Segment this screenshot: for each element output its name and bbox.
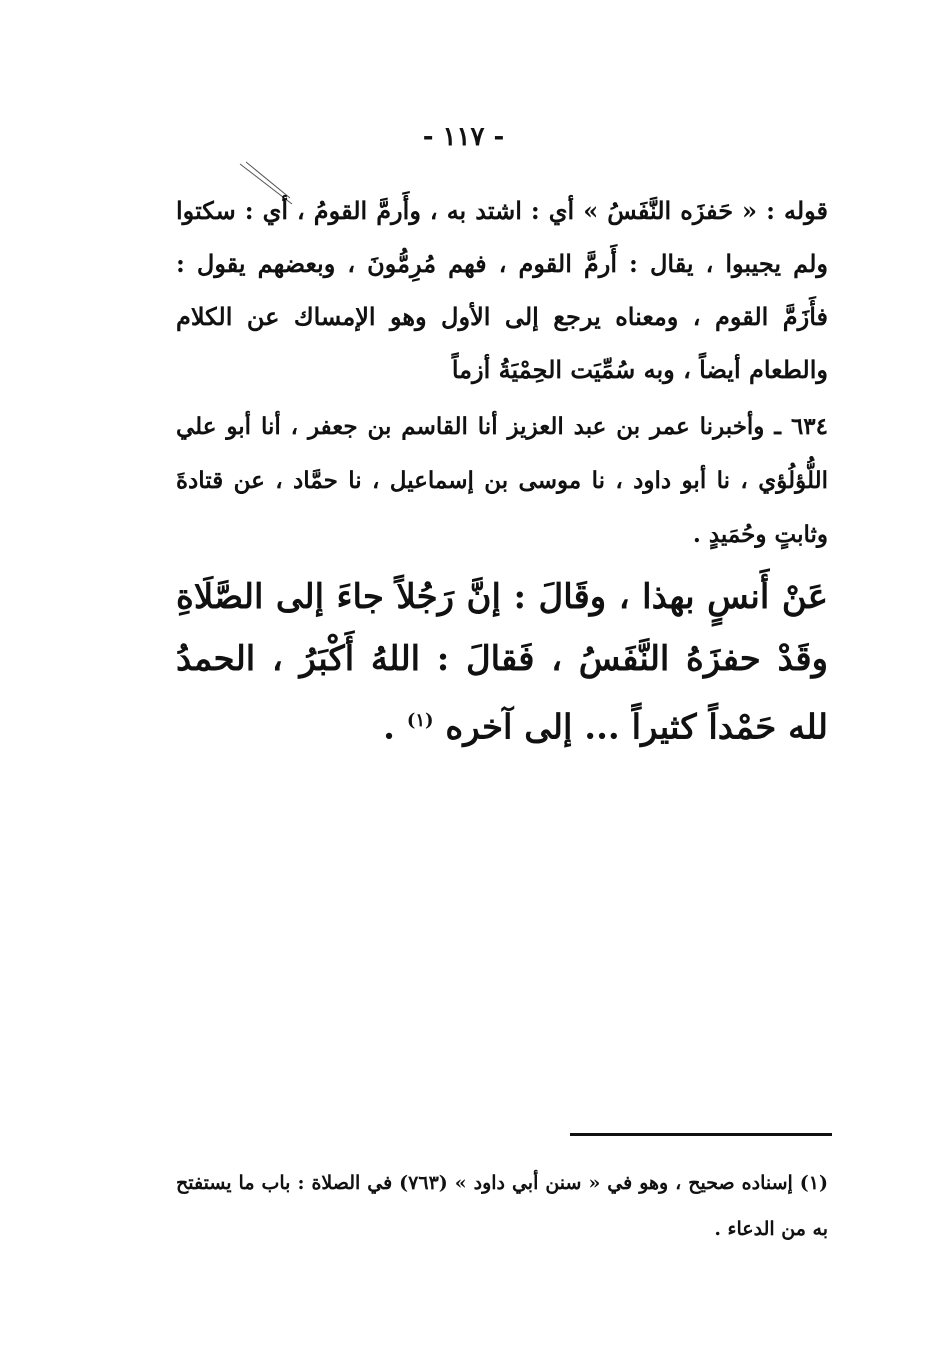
isnad-paragraph: ٦٣٤ ـ وأخبرنا عمر بن عبد العزيز أنا القاسم بن جعفر ، أنا أبو علي اللُّؤلُؤي ، نا أبو داود ، نا موسى بن إسماعيل ، نا حمَّاد ، عن قتادةَ وثابتٍ وحُمَيدٍ .: [176, 413, 828, 548]
footnote: (١) إسناده صحيح ، وهو في « سنن أبي داود » (٧٦٣) في الصلاة : باب ما يستفتح به من الدعاء .: [176, 1172, 828, 1240]
commentary-paragraph: قوله : « حَفزَه النَّفَسُ » أي : اشتد به ، وأَرمَّ القومُ ، أي : سكتوا ولم يجيبوا ، يقال : أَرمَّ القوم ، فهم مُرِمُّونَ ، وبعضهم يقول : فأَزَمَّ القوم ، ومعناه يرجع إلى الأول وهو الإمساك عن الكلام والطعام أيضاً ، وبه سُمِّيَت الحِمْيَةُ أزماً: [176, 196, 829, 384]
hadith-body: عَنْ أَنسٍ بهذا ، وقَالَ : إنَّ رَجُلاً جاءَ إلى الصَّلَاةِ وقَدْ حفزَهُ النَّفَسُ ، فَقالَ : اللهُ أَكْبَرُ ، الحمدُ لله حَمْداً كثيراً ... إلى آخره: [176, 577, 828, 748]
hadith-end: .: [383, 707, 407, 748]
footnote-separator: [570, 1133, 832, 1136]
hadith-text: [176, 566, 828, 758]
page-number: - ١١٧ -: [422, 122, 505, 152]
footnote-reference: (١): [406, 710, 434, 731]
